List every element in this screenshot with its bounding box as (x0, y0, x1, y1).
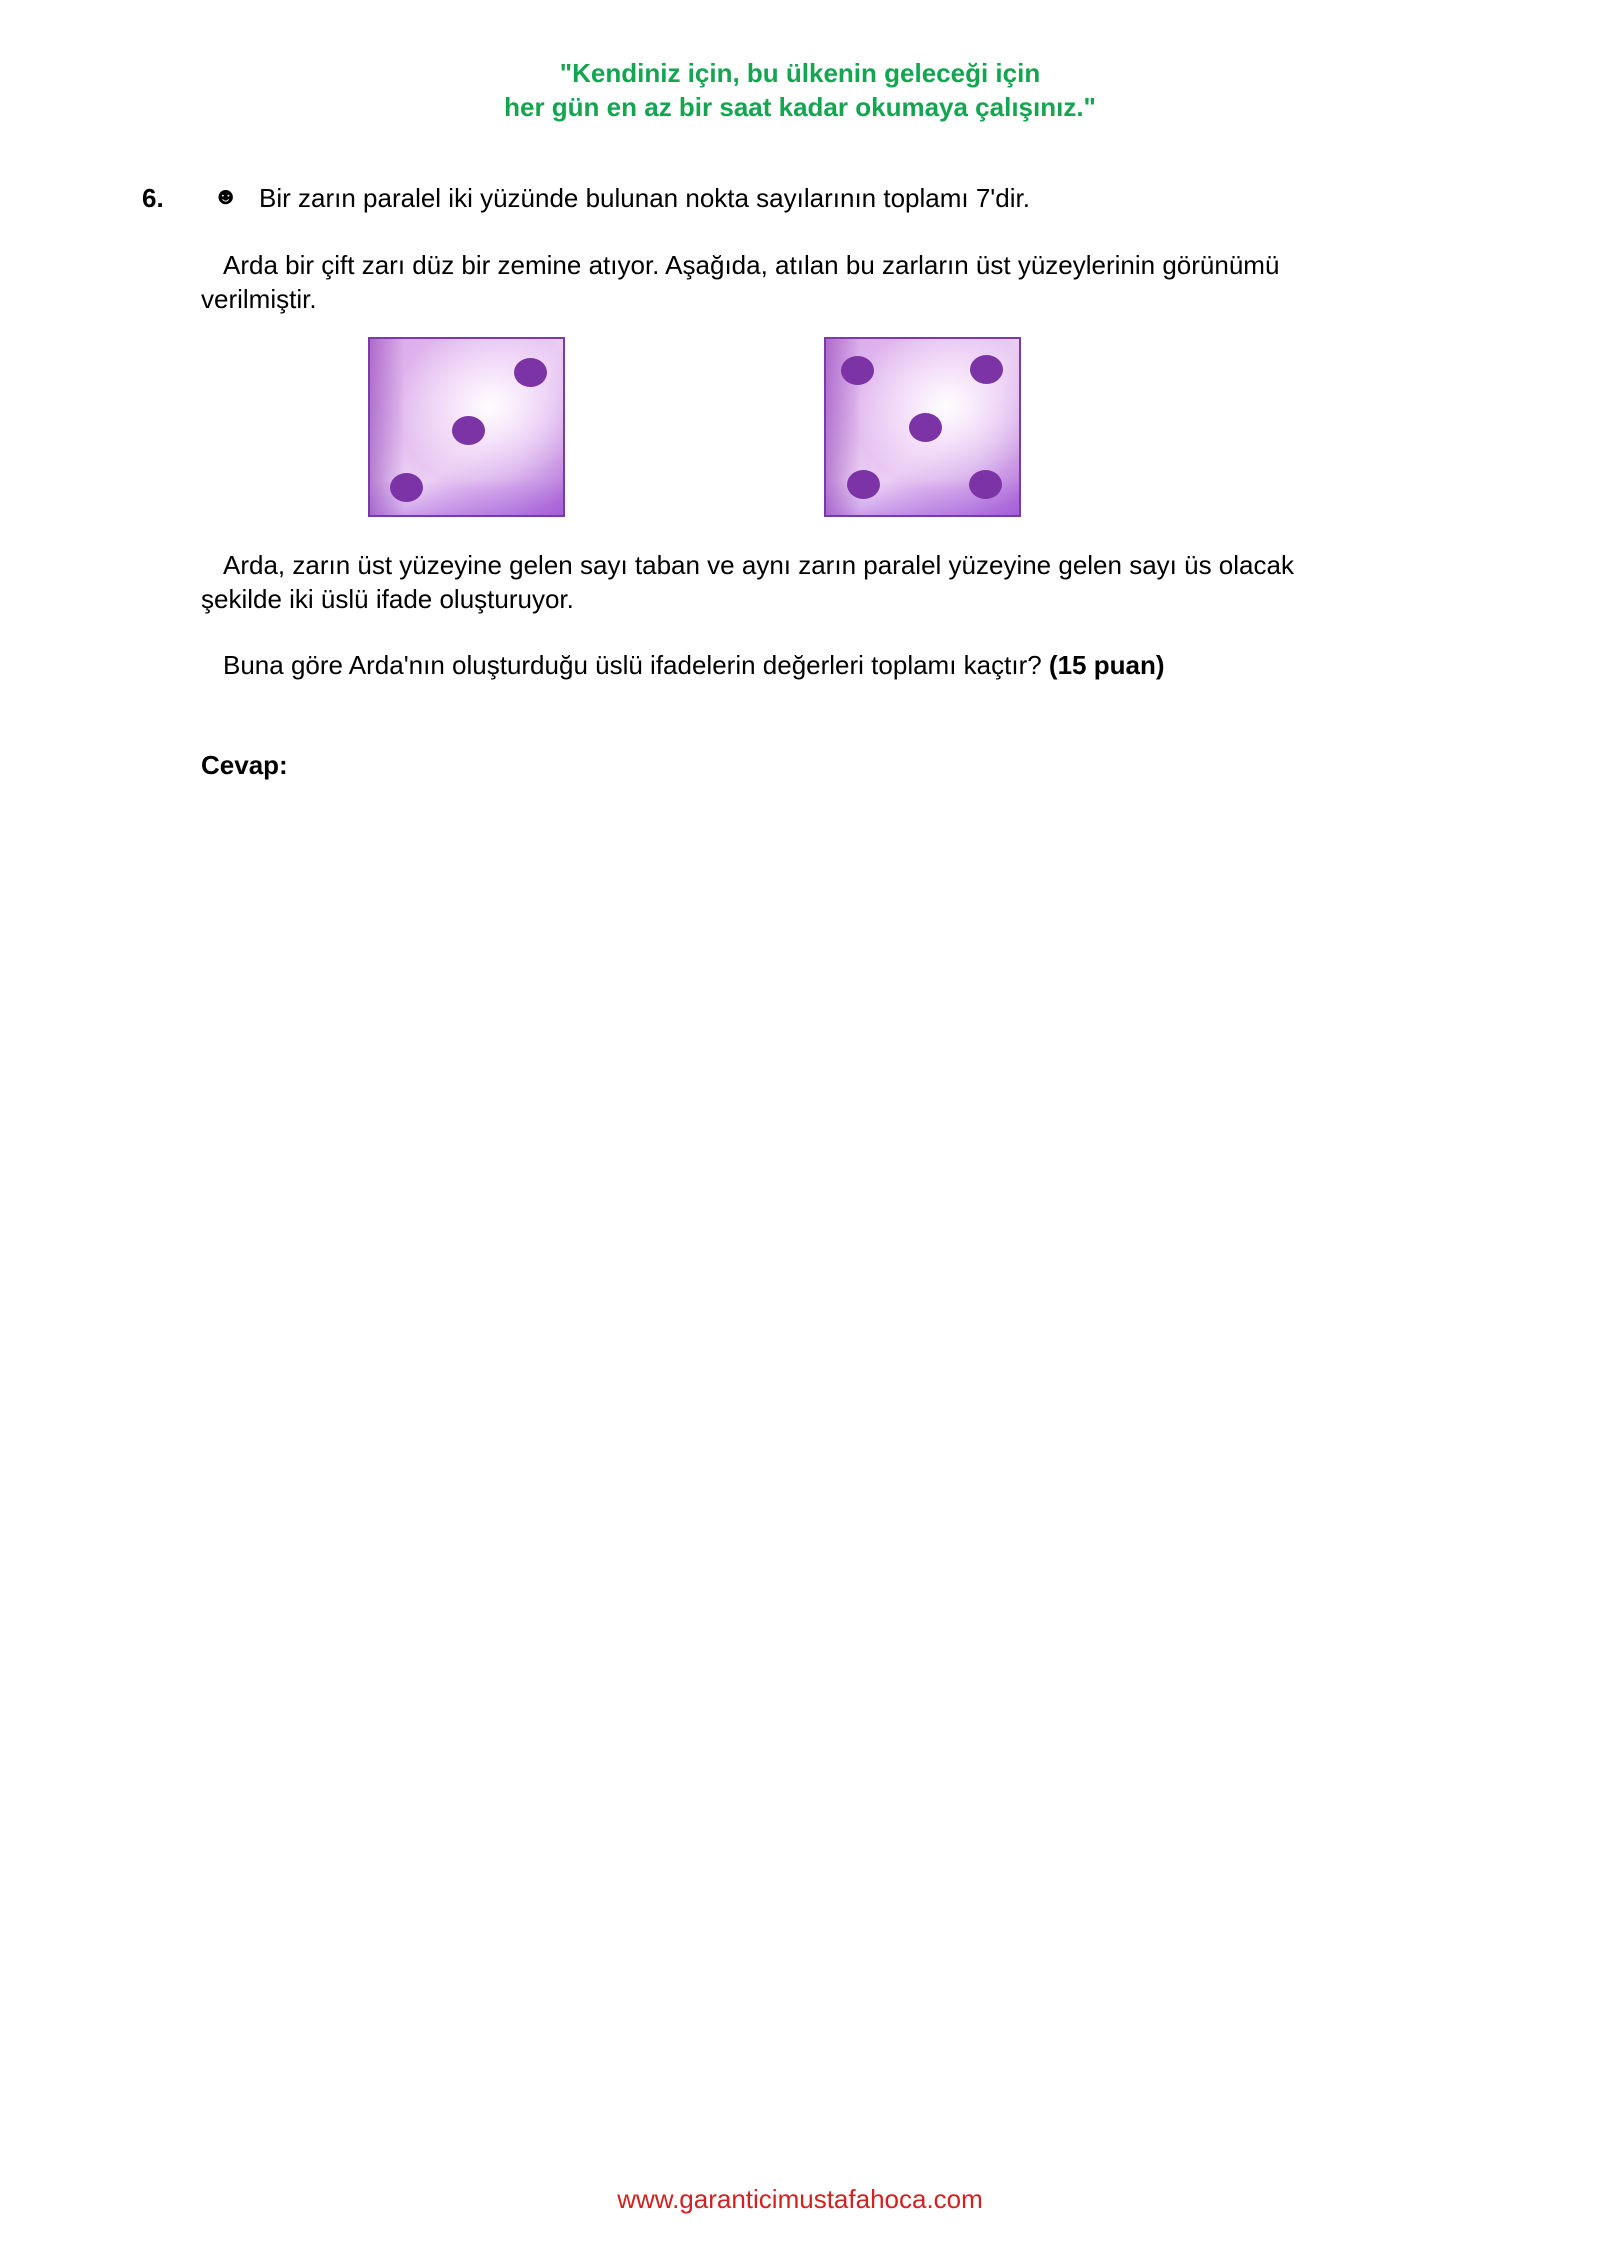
question-number: 6. (142, 183, 164, 213)
die-pip (909, 413, 942, 442)
die-pip (390, 473, 423, 502)
die-pip (514, 358, 547, 387)
header-quote (0, 56, 1600, 124)
points-label: (15 puan) (1048, 650, 1165, 680)
question-paragraph-2: Arda, zarın üst yüzeyine gelen sayı taban ve aynı zarın paralel yüzeyine gelen sayı üs olacak şekilde iki üslü ifade oluşturuyor. (201, 550, 1294, 614)
die-pip (969, 470, 1002, 499)
question-prompt: Buna göre Arda'nın oluşturduğu üslü ifadelerin değerleri toplamı kaçtır? (223, 650, 1042, 680)
die-left (368, 337, 565, 517)
header-quote-line-1: "Kendiniz için, bu ülkenin geleceği için (559, 58, 1041, 88)
question-paragraph-3 (201, 648, 1341, 682)
die-pip (970, 355, 1003, 384)
question-paragraph-1: Arda bir çift zarı düz bir zemine atıyor. Aşağıda, atılan bu zarların üst yüzeylerinin görünümü verilmiştir. (201, 250, 1280, 314)
question-premise: Bir zarın paralel iki yüzünde bulunan nokta sayılarının toplamı 7'dir. (259, 183, 1030, 213)
die-right (824, 337, 1021, 517)
footer-url[interactable]: www.garanticimustafahoca.com (617, 2184, 983, 2214)
header-quote-line-2: her gün en az bir saat kadar okumaya çalışınız." (504, 92, 1096, 122)
smiley-icon: ☻ (213, 183, 239, 210)
die-pip (841, 356, 874, 385)
die-pip (452, 416, 485, 445)
answer-label: Cevap: (201, 750, 288, 780)
die-pip (847, 470, 880, 499)
